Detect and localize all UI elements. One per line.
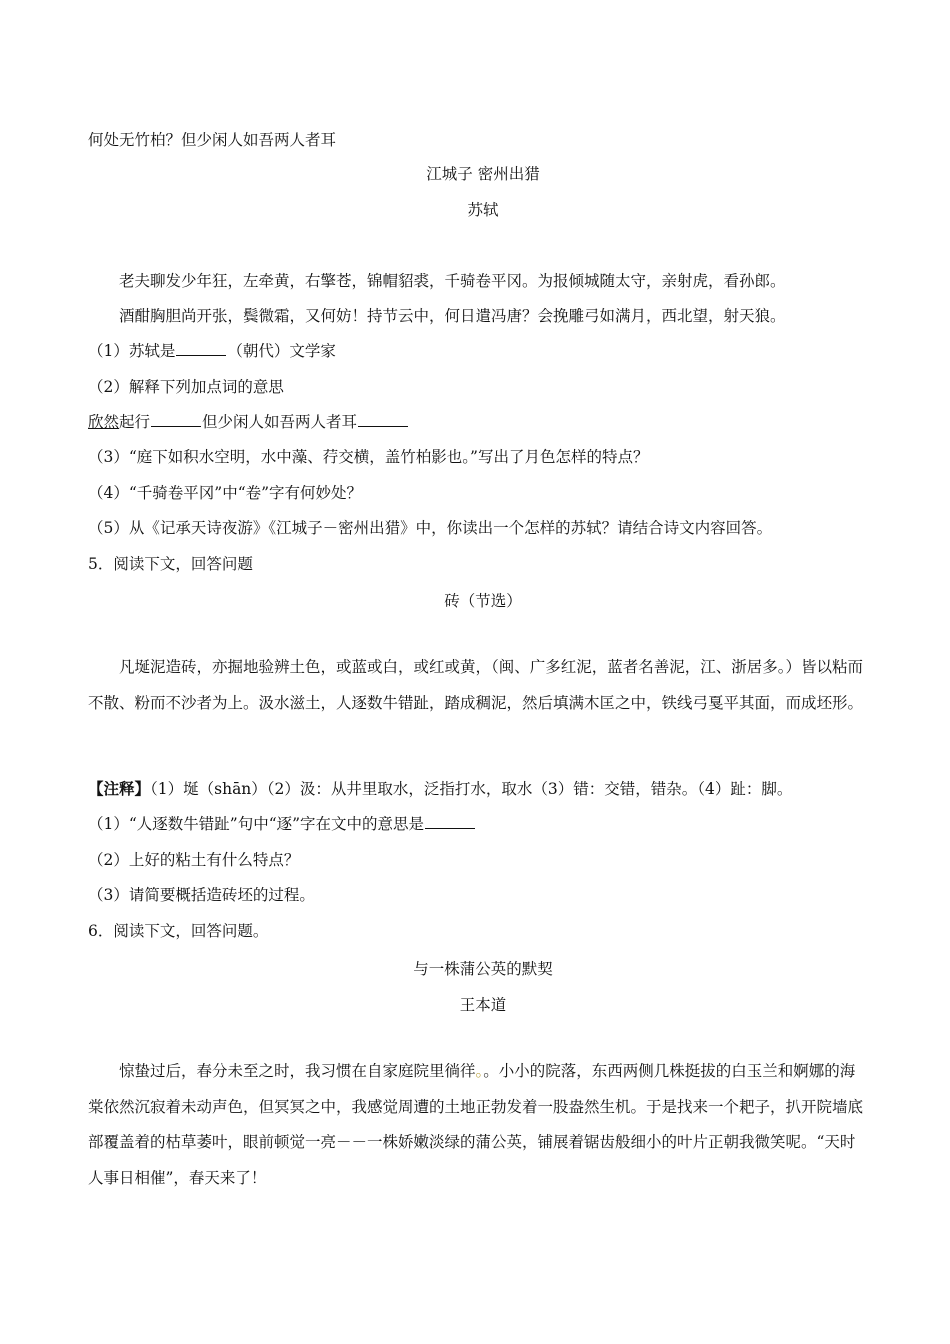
question-1: （1）苏轼是 （朝代）文学家	[88, 342, 336, 360]
brick-question-2: （2）上好的粘土有什么特点？	[88, 851, 300, 869]
poem-line: 老夫聊发少年狂，左牵黄，右擎苍，锦帽貂裘，千骑卷平冈。为报倾城随太守，亲射虎，看孙郎。	[119, 272, 786, 290]
answer-blank[interactable]	[358, 412, 408, 427]
section-5-heading: 5．阅读下文，回答问题	[88, 555, 253, 573]
brick-question-3: （3）请简要概括造砖坯的过程。	[88, 886, 315, 904]
question-4: （4）“千骑卷平冈”中“卷”字有何妙处？	[88, 484, 363, 502]
poem-title: 江城子 密州出猎	[426, 165, 540, 183]
dandelion-author: 王本道	[459, 996, 507, 1014]
poem-author: 苏轼	[467, 201, 499, 219]
notes: 【注释】（1）埏（shān）（2）汲：从井里取水，泛指打水，取水（3）错：交错，错杂。（4）趾：脚。	[88, 779, 793, 798]
question-2-items: 欣然起行 但少闲人如吾两人者耳	[88, 411, 878, 433]
text-line: 何处无竹柏？但少闲人如吾两人者耳	[88, 131, 337, 149]
brick-question-1: （1）“人逐数牛错趾”句中“逐”字在文中的意思是	[88, 813, 878, 835]
question-3: （3）“庭下如积水空明，水中藻、荇交横，盖竹柏影也。”写出了月色怎样的特点？	[88, 448, 649, 466]
poem-line: 酒酣胸胆尚开张，鬓微霜，又何妨！持节云中，何日遣冯唐？会挽雕弓如满月，西北望，射天狼。	[119, 307, 786, 325]
section-6-heading: 6．阅读下文，回答问题。	[88, 922, 269, 940]
dotted-word: 欣然	[88, 413, 120, 431]
brick-passage: 凡埏泥造砖，亦掘地验辨土色，或蓝或白，或红或黄，（闽、广多红泥，蓝者名善泥，江、浙居多。）皆以粘而不散、粉而不沙者为上。汲水滋土，人逐数牛错趾，踏成稠泥，然后填满木匡之中，铁线弓戛平其面，而成坯形。	[88, 658, 864, 712]
answer-blank[interactable]	[425, 814, 475, 829]
question-5: （5）从《记承天诗夜游》《江城子－密州出猎》中，你读出一个怎样的苏轼？请结合诗文内容回答。	[88, 519, 773, 537]
brick-title: 砖（节选）	[444, 592, 522, 610]
answer-blank[interactable]	[176, 341, 226, 356]
answer-blank[interactable]	[151, 412, 201, 427]
question-2: （2）解释下列加点词的意思	[88, 378, 284, 396]
dandelion-passage: 惊蛰过后，春分未至之时，我习惯在自家庭院里徜徉。。小小的院落，东西两侧几株挺拔的白玉兰和婀娜的海棠依然沉寂着未动声色，但冥冥之中，我感觉周遭的土地正勃发着一股盎然生机。于是找来一个耙子，扒开院墙底部覆盖着的枯草萎叶，眼前顿觉一亮－－一株娇嫩淡绿的蒲公英，铺展着锯齿般细小的叶片正朝我微笑呢。“天时人事日相催”，春天来了！	[88, 1062, 864, 1187]
dandelion-title: 与一株蒲公英的默契	[413, 960, 553, 978]
